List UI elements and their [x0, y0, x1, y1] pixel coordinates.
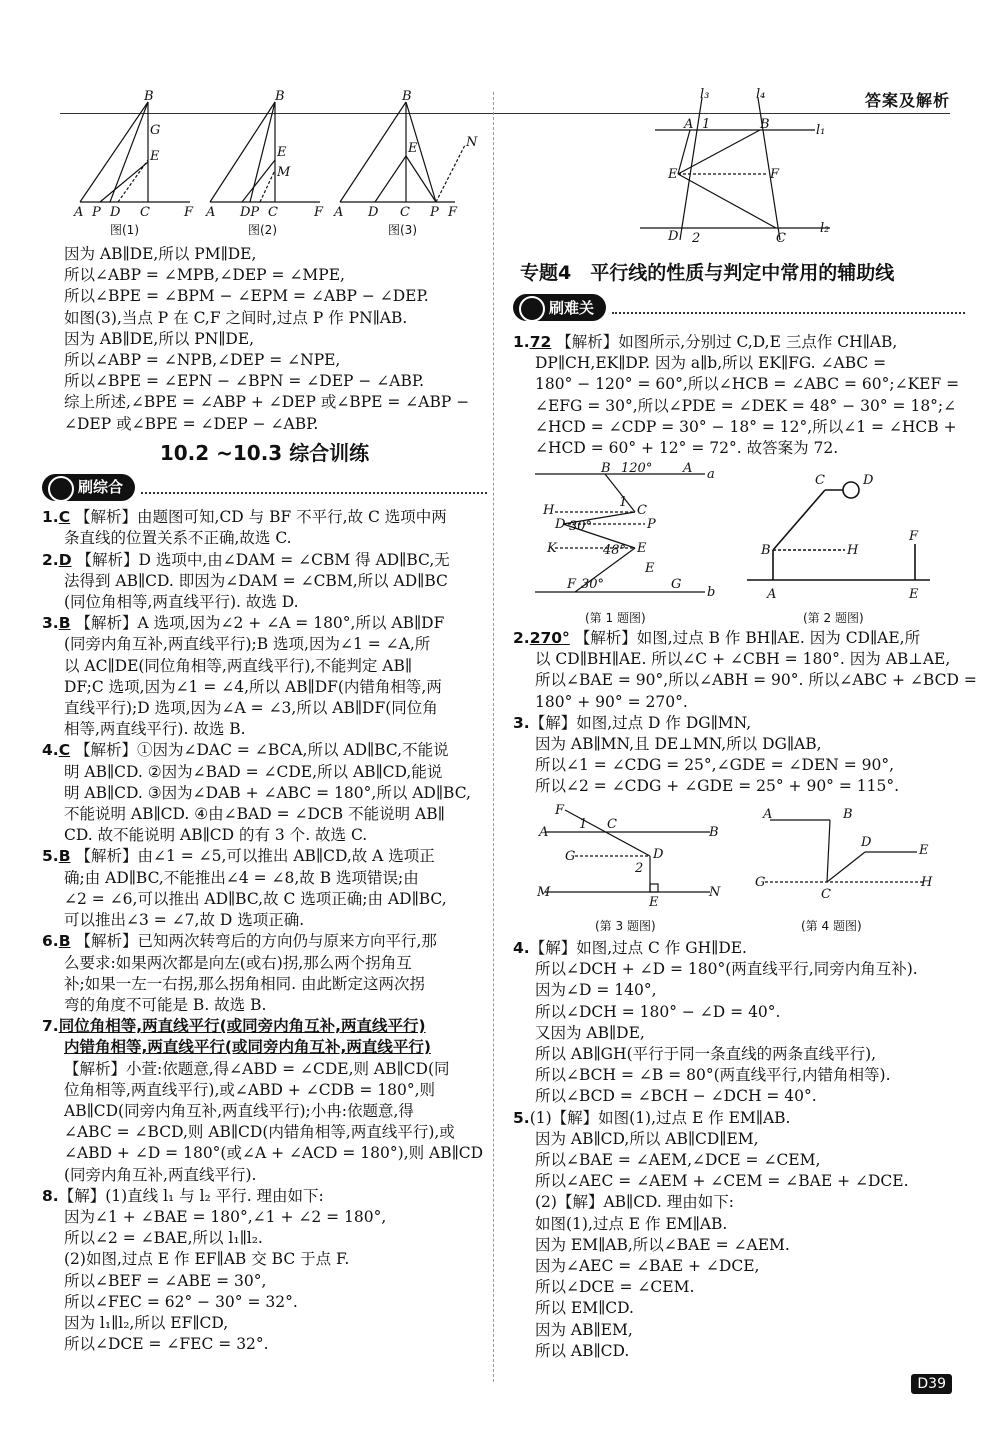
- svg-text:B: B: [761, 543, 771, 558]
- text-line: 【解析】由∠1 = ∠5,可以推出 AB∥CD,故 A 选项正: [75, 847, 435, 866]
- svg-text:H: H: [847, 543, 859, 558]
- right-column-mid: [513, 628, 977, 798]
- q1-caption: (第 1 题图): [585, 611, 646, 625]
- text-line: (1)【解】如图(1),过点 E 作 EM∥AB.: [529, 1108, 791, 1127]
- svg-text:P: P: [92, 205, 101, 220]
- svg-text:C: C: [821, 887, 831, 902]
- text-line: 么要求:如果两次都是向左(或右)拐,那么两个拐角互: [64, 953, 412, 972]
- text-line: 相等,两直线平行). 故选 B.: [64, 720, 246, 739]
- svg-text:A: A: [539, 825, 549, 840]
- text-line: 180° + 90° = 270°.: [535, 692, 688, 711]
- text-line: (同旁内角互补,两直线平行).: [64, 1165, 257, 1184]
- question-number: 4.: [513, 939, 530, 957]
- text-line: DF;C 选项,因为∠1 = ∠4,所以 AB∥DF(内错角相等,两: [64, 677, 442, 696]
- text-line: 【解】(1)直线 l₁ 与 l₂ 平行. 理由如下:: [58, 1186, 324, 1205]
- svg-text:a: a: [707, 467, 715, 482]
- question-number: 7.: [42, 1017, 59, 1036]
- text-line: DP∥CH,EK∥DP. 因为 a∥b,所以 EK∥FG. ∠ABC =: [535, 354, 887, 373]
- svg-text:D: D: [110, 205, 121, 220]
- text-line: 因为∠D = 140°,: [535, 981, 657, 1000]
- svg-text:F: F: [314, 205, 324, 220]
- badge-label: 刷综合: [42, 474, 135, 501]
- text-line: 所以∠FEC = 62° − 30° = 32°.: [64, 1292, 298, 1311]
- svg-text:M: M: [537, 885, 551, 900]
- angle-48: 48°: [603, 543, 627, 558]
- svg-text:C: C: [637, 503, 647, 518]
- text-line: 【解析】小萱:依题意,得∠ABD = ∠CDE,则 AB∥CD(同: [64, 1059, 450, 1078]
- text-line: (2)【解】AB∥CD. 理由如下:: [535, 1193, 735, 1212]
- text-line: 因为 AB∥CD,所以 AB∥CD∥EM,: [535, 1129, 759, 1148]
- question-number: 2.: [513, 629, 530, 647]
- answer: B: [58, 932, 71, 951]
- text-line: 所以∠1 = ∠CDG = 25°,∠GDE = ∠DEN = 90°,: [535, 756, 895, 775]
- answer: 同位角相等,两直线平行(或同旁内角互补,两直线平行): [58, 1017, 426, 1036]
- answer: C: [58, 508, 71, 527]
- svg-text:A: A: [334, 205, 344, 220]
- section-title: 10.2 ~10.3 综合训练: [159, 440, 370, 465]
- svg-text:F: F: [567, 577, 577, 592]
- question-r5: [513, 1108, 965, 1362]
- svg-text:C: C: [776, 231, 786, 246]
- question-number: 8.: [42, 1186, 59, 1205]
- text-line: 明 AB∥CD. ③因为∠DAB + ∠ABC = 180°,所以 AD∥BC,: [64, 783, 471, 802]
- right-column-top: [513, 332, 965, 459]
- q2-caption: (第 2 题图): [803, 611, 864, 625]
- text-line: ∠2 = ∠6,可以推出 AD∥BC,故 C 选项正确;由 AD∥BC,: [64, 889, 447, 908]
- badge-comprehensive: [42, 474, 487, 501]
- text-line: 所以∠ABP = ∠MPB,∠DEP = ∠MPE,: [64, 266, 345, 285]
- svg-text:G: G: [671, 577, 682, 592]
- text-line: 180° − 120° = 60°,所以∠HCB = ∠ABC = 60°;∠KEF =: [535, 375, 960, 394]
- svg-text:B: B: [760, 117, 770, 132]
- svg-text:A: A: [206, 205, 216, 220]
- svg-text:E: E: [150, 149, 160, 164]
- svg-text:2: 2: [635, 861, 644, 876]
- svg-text:D: D: [863, 473, 874, 488]
- svg-text:C: C: [140, 205, 150, 220]
- fig3-caption: 图(3): [388, 223, 417, 237]
- svg-text:F: F: [770, 167, 780, 182]
- q4-figure: [765, 820, 925, 882]
- text-line: 因为 EM∥AB,所以∠BAE = ∠AEM.: [535, 1235, 790, 1254]
- text-line: 条直线的位置关系不正确,故选 C.: [64, 529, 292, 548]
- svg-text:D: D: [368, 205, 379, 220]
- answer: 72: [529, 333, 552, 351]
- question-number: 2.: [42, 550, 59, 569]
- answer: 270°: [529, 629, 570, 647]
- svg-text:P: P: [647, 517, 656, 532]
- text-line: 确;由 AD∥BC,不能推出∠4 = ∠8,故 B 选项错误;由: [64, 868, 419, 887]
- svg-text:l₄: l₄: [756, 88, 766, 102]
- text-line: 所以∠DCE = ∠FEC = 32°.: [64, 1335, 269, 1354]
- text-line: ∠DEP 或∠BPE = ∠DEP − ∠ABP.: [64, 414, 319, 433]
- q2-figure: [747, 482, 930, 580]
- text-line: 所以∠BAE = ∠AEM,∠DCE = ∠CEM,: [535, 1151, 821, 1170]
- text-line: ∠ABC = ∠BCD,则 AB∥CD(内错角相等,两直线平行),或: [64, 1123, 455, 1142]
- question-number: 5.: [513, 1108, 530, 1127]
- svg-text:D: D: [555, 517, 566, 532]
- svg-text:A: A: [767, 587, 777, 602]
- text-line: 因为 l₁∥l₂,所以 EF∥CD,: [64, 1313, 229, 1332]
- text-line: 所以 AB∥GH(平行于同一条直线的两条直线平行),: [535, 1045, 877, 1064]
- svg-text:B: B: [601, 462, 611, 476]
- svg-text:D: D: [668, 229, 679, 244]
- fig2-caption: 图(2): [248, 223, 277, 237]
- text-line: 【解】如图,过点 D 作 DG∥MN,: [529, 713, 752, 732]
- right-column-bottom: [513, 938, 965, 1362]
- svg-text:A: A: [763, 807, 773, 822]
- text-line: 【解析】①因为∠DAC = ∠BCA,所以 AD∥BC,不能说: [75, 741, 449, 760]
- question-number: 4.: [42, 741, 59, 760]
- svg-text:H: H: [543, 503, 555, 518]
- text-line: ∠ABD + ∠D = 180°(或∠A + ∠ACD = 180°),则 AB∥CD: [64, 1144, 484, 1163]
- text-line: ∠HCD = 60° + 12° = 72°. 故答案为 72.: [535, 439, 839, 458]
- svg-text:C: C: [607, 817, 617, 832]
- text-line: (同位角相等,两直线平行). 故选 D.: [64, 593, 299, 612]
- question-1: [42, 507, 487, 549]
- text-line: 因为 AB∥DE,所以 PN∥DE,: [64, 329, 255, 348]
- svg-text:N: N: [709, 885, 721, 900]
- svg-text:M: M: [277, 165, 291, 180]
- q4-labels: [755, 807, 933, 902]
- text-line: 因为∠AEC = ∠BAE + ∠DCE,: [535, 1257, 760, 1276]
- svg-text:E: E: [919, 843, 929, 858]
- svg-text:E: E: [645, 561, 655, 576]
- svg-text:K: K: [547, 541, 557, 556]
- question-number: 3.: [513, 713, 530, 732]
- svg-text:N: N: [466, 135, 478, 150]
- question-2: [42, 550, 487, 614]
- q3-caption: (第 3 题图): [595, 919, 656, 933]
- badge-label: 刷难关: [513, 294, 606, 321]
- badge-hard: [513, 290, 965, 327]
- text-line: 所以∠DCH + ∠D = 180°(两直线平行,同旁内角互补).: [535, 960, 918, 979]
- question-r3: [513, 713, 965, 798]
- page-header-title: 答案及解析: [864, 91, 950, 110]
- svg-text:C: C: [815, 473, 825, 488]
- question-number: 3.: [42, 614, 59, 633]
- text-line: 【解】如图,过点 C 作 GH∥DE.: [529, 939, 747, 957]
- text-line: 所以∠BCD = ∠BCH − ∠DCH = 40°.: [535, 1087, 817, 1106]
- question-4: [42, 740, 487, 846]
- text-line: 以 CD∥BH∥AE. 所以∠C + ∠CBH = 180°. 因为 AB⊥AE,: [535, 650, 951, 669]
- fig1-caption: 图(1): [110, 223, 139, 237]
- svg-text:D: D: [861, 835, 872, 850]
- column-separator: [493, 92, 494, 1382]
- text-line: 综上所述,∠BPE = ∠ABP + ∠DEP 或∠BPE = ∠ABP −: [64, 393, 470, 412]
- question-r1: [513, 332, 965, 459]
- q4-caption: (第 4 题图): [801, 919, 862, 933]
- question-number: 6.: [42, 932, 59, 951]
- angle-30a: 30°: [569, 519, 593, 534]
- text-line: 【解析】D 选项中,由∠DAM = ∠CBM 得 AD∥BC,无: [76, 550, 450, 569]
- question-3: [42, 613, 487, 740]
- left-column: [42, 244, 487, 1355]
- svg-text:H: H: [921, 875, 933, 890]
- text-line: ∠HCD = ∠CDP = 30° − 18° = 12°,所以∠1 = ∠HCB +: [535, 417, 957, 436]
- text-line: (同旁内角互补,两直线平行);B 选项,因为∠1 = ∠A,所: [64, 635, 431, 654]
- q3-q4-figures: [525, 800, 970, 940]
- top-left-figures: [70, 90, 490, 240]
- text-line: 【解析】如图所示,分别过 C,D,E 三点作 CH∥AB,: [556, 333, 898, 351]
- svg-text:E: E: [668, 167, 678, 182]
- question-7: [42, 1016, 487, 1186]
- text-line: 因为 AB∥DE,所以 PM∥DE,: [64, 245, 257, 263]
- svg-text:1: 1: [619, 495, 628, 510]
- text-line: 所以∠2 = ∠CDG + ∠GDE = 25° + 90° = 115°.: [535, 777, 900, 796]
- svg-text:B: B: [144, 90, 154, 104]
- text-line: CD. 故不能说明 AB∥CD 的有 3 个. 故选 C.: [64, 826, 368, 845]
- svg-text:G: G: [755, 875, 766, 890]
- text-line: 所以 AB∥CD.: [535, 1341, 630, 1360]
- answer: C: [58, 741, 71, 760]
- svg-text:E: E: [637, 541, 647, 556]
- text-line: ∠EFG = 30°,所以∠PDE = ∠DEK = 48° − 30° = 18°;∠: [535, 396, 957, 415]
- text-line: 所以∠2 = ∠BAE,所以 l₁∥l₂.: [64, 1229, 263, 1248]
- svg-text:b: b: [707, 585, 716, 600]
- svg-text:DP: DP: [240, 205, 260, 220]
- svg-text:F: F: [448, 205, 458, 220]
- svg-text:G: G: [150, 123, 161, 138]
- svg-text:l₁: l₁: [816, 123, 826, 138]
- svg-text:1: 1: [702, 117, 711, 132]
- q1-q2-figures: [525, 462, 970, 632]
- svg-text:G: G: [565, 849, 576, 864]
- svg-text:E: E: [909, 587, 919, 602]
- text-line: (2)如图,过点 E 作 EF∥AB 交 BC 于点 F.: [64, 1250, 350, 1269]
- text-line: 所以∠ABP = ∠NPB,∠DEP = ∠NPE,: [64, 351, 341, 370]
- svg-text:A: A: [74, 205, 84, 220]
- text-line: 弯的角度不可能是 B. 故选 B.: [64, 995, 267, 1014]
- q8-figure: [640, 88, 840, 248]
- svg-text:E: E: [408, 141, 418, 156]
- text-line: 所以∠BAE = 90°,所以∠ABH = 90°. 所以∠ABC + ∠BCD =: [535, 671, 977, 690]
- page-number: D39: [911, 1374, 952, 1394]
- text-line: 补;如果一左一右拐,那么拐角相同. 由此断定这两次拐: [64, 974, 426, 993]
- svg-text:F: F: [555, 803, 565, 818]
- text-line: 所以∠DCE = ∠CEM.: [535, 1278, 695, 1297]
- text-line: 所以∠DCH = 180° − ∠D = 40°.: [535, 1002, 781, 1021]
- text-line: 位角相等,两直线平行),或∠ABD + ∠CDB = 180°,则: [64, 1080, 436, 1099]
- svg-text:C: C: [400, 205, 410, 220]
- text-line: 所以∠AEC = ∠AEM + ∠CEM = ∠BAE + ∠DCE.: [535, 1172, 909, 1191]
- text-line: 因为 AB∥MN,且 DE⊥MN,所以 DG∥AB,: [535, 735, 822, 754]
- figure-3: [340, 102, 465, 202]
- text-line: 以 AC∥DE(同位角相等,两直线平行),不能判定 AB∥: [64, 656, 413, 675]
- svg-text:E: E: [277, 145, 287, 160]
- text-line: 所以∠BEF = ∠ABE = 30°,: [64, 1271, 267, 1290]
- figure-2: [210, 102, 320, 202]
- text-line: AB∥CD(同旁内角互补,两直线平行);小冉:依题意,得: [64, 1101, 414, 1120]
- dotted-rule: [612, 302, 965, 314]
- text-line: 可以推出∠3 = ∠7,故 D 选项正确.: [64, 911, 305, 930]
- text-line: 明 AB∥CD. ②因为∠BAD = ∠CDE,所以 AB∥CD,能说: [64, 762, 443, 781]
- text-line: 如图(3),当点 P 在 C,F 之间时,过点 P 作 PN∥AB.: [64, 308, 408, 327]
- svg-text:A: A: [684, 117, 694, 132]
- text-line: 直线平行);D 选项,因为∠A = ∠3,所以 AB∥DF(同位角: [64, 699, 438, 718]
- text-line: 不能说明 AB∥CD. ④由∠BAD = ∠DCB 不能说明 AB∥: [64, 805, 445, 824]
- svg-text:E: E: [649, 895, 659, 910]
- text-line: 所以∠BCH = ∠B = 80°(两直线平行,内错角相等).: [535, 1066, 891, 1085]
- text-line: 【解析】A 选项,因为∠2 + ∠A = 180°,所以 AB∥DF: [75, 614, 445, 633]
- text-line: 所以 EM∥CD.: [535, 1299, 634, 1318]
- svg-text:B: B: [275, 90, 285, 104]
- question-6: [42, 931, 487, 1016]
- text-line: 【解析】由题图可知,CD 与 BF 不平行,故 C 选项中两: [75, 508, 447, 527]
- question-r2: [513, 628, 977, 713]
- text-line: 因为 AB∥EM,: [535, 1320, 633, 1339]
- q1-figure: [535, 474, 705, 592]
- text-line: 因为∠1 + ∠BAE = 180°,∠1 + ∠2 = 180°,: [64, 1207, 387, 1226]
- text-line: 【解析】如图,过点 B 作 BH∥AE. 因为 CD∥AE,所: [574, 629, 921, 647]
- q1-labels: [542, 462, 715, 600]
- svg-text:F: F: [184, 205, 194, 220]
- topic-title: 专题4 平行线的性质与判定中常用的辅助线: [520, 262, 895, 284]
- svg-text:B: B: [709, 825, 719, 840]
- svg-text:F: F: [909, 529, 919, 544]
- angle-120: 120°: [621, 462, 653, 476]
- figure-1: [80, 102, 190, 202]
- svg-text:l₂: l₂: [820, 221, 830, 236]
- q3-labels: [536, 803, 721, 910]
- answer: B: [58, 847, 71, 866]
- question-8: [42, 1186, 487, 1356]
- angle-30b: 30°: [581, 577, 605, 592]
- question-r4: [513, 938, 965, 1108]
- left-top-text: [42, 244, 487, 435]
- text-line: 所以∠BPE = ∠EPN − ∠BPN = ∠DEP − ∠ABP.: [64, 372, 425, 391]
- svg-text:B: B: [843, 807, 853, 822]
- text-line: 又因为 AB∥DE,: [535, 1023, 645, 1042]
- text-line: 【解析】已知两次转弯后的方向仍与原来方向平行,那: [75, 932, 437, 951]
- svg-text:l₃: l₃: [700, 88, 710, 102]
- svg-text:C: C: [268, 205, 278, 220]
- question-number: 1.: [513, 333, 530, 351]
- answer: D: [58, 550, 72, 569]
- question-number: 5.: [42, 847, 59, 866]
- question-5: [42, 846, 487, 931]
- svg-text:P: P: [430, 205, 439, 220]
- svg-text:A: A: [683, 462, 693, 476]
- text-line: 所以∠BPE = ∠BPM − ∠EPM = ∠ABP − ∠DEP.: [64, 287, 429, 306]
- svg-text:B: B: [402, 90, 412, 104]
- dotted-rule: [141, 482, 487, 494]
- text-line: 如图(1),过点 E 作 EM∥AB.: [535, 1214, 728, 1233]
- answer: 内错角相等,两直线平行(或同旁内角互补,两直线平行): [64, 1038, 431, 1057]
- answer: B: [58, 614, 71, 633]
- text-line: 法得到 AB∥CD. 即因为∠DAM = ∠CBM,所以 AD∥BC: [64, 571, 448, 590]
- question-number: 1.: [42, 508, 59, 527]
- svg-text:2: 2: [692, 231, 701, 246]
- svg-text:1: 1: [579, 817, 588, 832]
- svg-text:D: D: [653, 847, 664, 862]
